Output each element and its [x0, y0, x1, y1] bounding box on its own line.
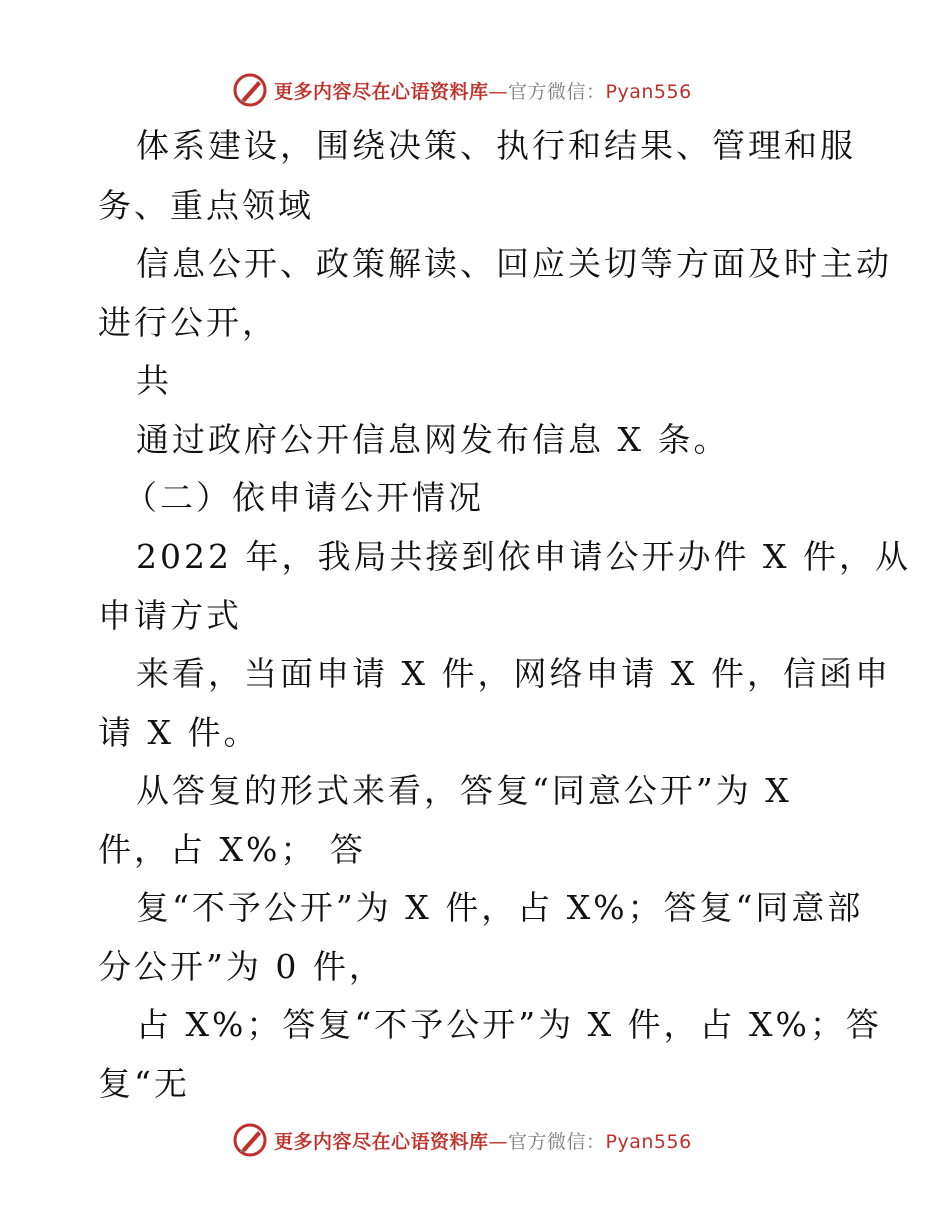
- watermark-official-label: 官方微信：: [508, 1130, 606, 1153]
- section-heading: （二）依申请公开情况: [124, 478, 484, 517]
- footer-watermark: [232, 1120, 712, 1160]
- body-line: 申请方式: [98, 596, 242, 635]
- body-line: 请 X 件。: [98, 713, 260, 752]
- watermark-wechat-id: Pyan556: [605, 80, 692, 103]
- body-line: 通过政府公开信息网发布信息 X 条。: [136, 420, 730, 459]
- body-line: 共: [136, 361, 172, 400]
- watermark-text: [274, 77, 692, 104]
- body-line: 复“不予公开”为 X 件，占 X%；答复“同意部: [136, 888, 864, 927]
- header-watermark: [232, 70, 712, 110]
- watermark-main-text: 更多内容尽在心语资料库: [274, 80, 489, 103]
- watermark-dash: —: [488, 1130, 509, 1153]
- body-line: 务、重点领域: [98, 186, 314, 225]
- body-line: 分公开”为 0 件，: [98, 947, 385, 986]
- watermark-main-text: 更多内容尽在心语资料库: [274, 1130, 489, 1153]
- body-line: 从答复的形式来看，答复“同意公开”为 X: [136, 771, 792, 810]
- pen-logo-icon: [232, 1122, 268, 1158]
- body-line: 件，占 X%； 答: [98, 830, 366, 869]
- body-line: 占 X%；答复“不予公开”为 X 件，占 X%；答: [136, 1005, 882, 1044]
- body-line: 进行公开，: [98, 303, 278, 342]
- pen-logo-icon: [232, 72, 268, 108]
- body-line: 复“无: [98, 1064, 190, 1103]
- watermark-text: [274, 1127, 692, 1154]
- body-line: 体系建设，围绕决策、执行和结果、管理和服: [136, 126, 856, 165]
- watermark-dash: —: [488, 80, 509, 103]
- body-line: 信息公开、政策解读、回应关切等方面及时主动: [136, 244, 892, 283]
- watermark-wechat-id: Pyan556: [605, 1130, 692, 1153]
- body-line: 2022 年，我局共接到依申请公开办件 X 件，从: [136, 537, 911, 576]
- body-line: 来看，当面申请 X 件，网络申请 X 件，信函申: [136, 654, 891, 693]
- watermark-official-label: 官方微信：: [508, 80, 606, 103]
